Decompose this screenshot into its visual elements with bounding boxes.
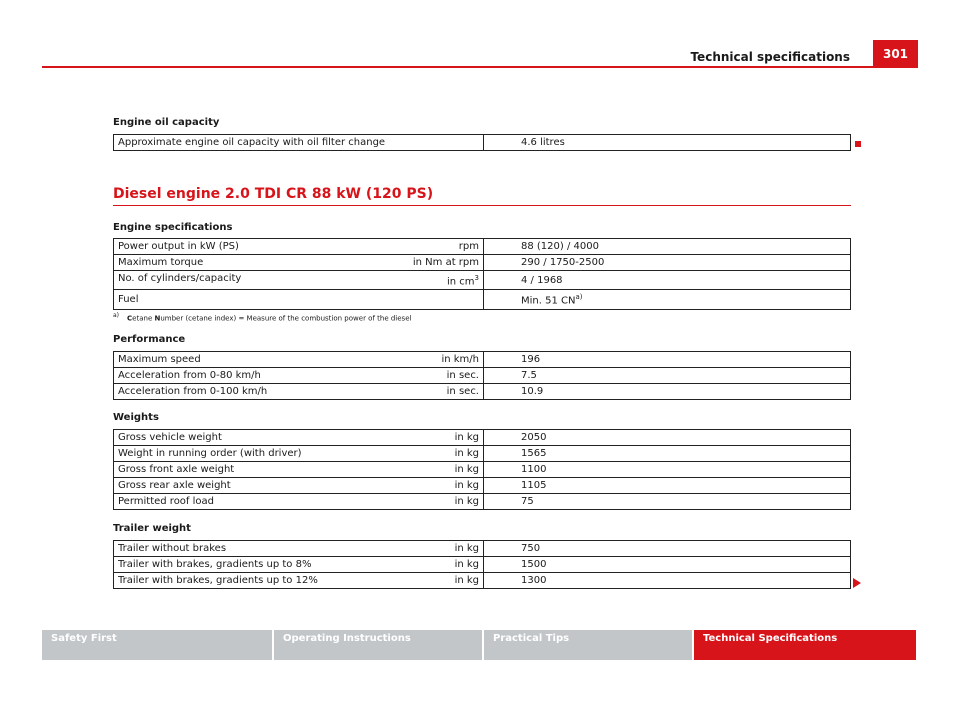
unit-superscript: 3 [474,274,479,282]
table-row [114,135,851,151]
table-row [114,462,851,478]
table-row [114,290,851,309]
row-value: 1500 [484,557,851,573]
row-unit [447,271,479,289]
table-row [114,446,851,462]
row-value: 290 / 1750-2500 [484,255,851,271]
footnote-marker: a) [113,312,120,319]
section-end-marker-icon [855,141,861,147]
row-value: 88 (120) / 4000 [484,239,851,255]
continue-arrow-icon [853,578,861,588]
row-label-cell [114,135,484,151]
row-label: Fuel [118,293,139,305]
table-row [114,541,851,557]
row-unit: in Nm at rpm [412,257,479,268]
table-row [114,384,851,400]
table-row [114,478,851,494]
section-rule [113,205,851,206]
row-label: Maximum torque [118,257,204,268]
row-value: 10.9 [484,384,851,400]
table-trailer-weight [113,540,851,589]
table-row [114,352,851,368]
table-engine-specs [113,238,851,310]
row-label: Gross rear axle weight [118,480,231,491]
footnote-bold-c: C [127,314,133,323]
footnote-reference: a) [575,293,583,302]
row-unit: in kg [454,464,479,475]
footnote-text-2: umber (cetane index) = Measure of the combustion power of the diesel [160,314,412,323]
row-label: Gross front axle weight [118,464,235,475]
footer-tab-operating-instructions[interactable]: Operating Instructions [274,630,482,660]
page-number: 301 [873,40,918,67]
table-row [114,271,851,290]
row-value [484,271,851,290]
footer-tab-safety-first[interactable]: Safety First [42,630,272,660]
row-unit: rpm [458,241,479,252]
row-value: 4.6 litres [484,135,851,151]
row-unit: in kg [454,480,479,491]
row-unit: in sec. [446,386,479,397]
table-weights [113,429,851,510]
row-label: Trailer with brakes, gradients up to 12% [118,575,318,586]
section-title: Diesel engine 2.0 TDI CR 88 kW (120 PS) [113,186,434,202]
subtitle-weights: Weights [113,412,159,423]
subtitle-engine-oil: Engine oil capacity [113,117,220,128]
footer-tab-technical-specifications[interactable]: Technical Specifications [694,630,916,660]
row-value: 1300 [484,573,851,589]
row-value: 1565 [484,446,851,462]
row-label: Acceleration from 0-80 km/h [118,370,261,381]
subtitle-trailer-weight: Trailer weight [113,523,191,534]
footnote [113,312,411,322]
footnote-text-1: etane [132,314,155,323]
row-label: Trailer with brakes, gradients up to 8% [118,559,312,570]
footnote-bold-n: N [154,314,161,323]
unit-text: in cm [446,276,475,288]
row-label: Approximate engine oil capacity with oil filter change [118,137,386,148]
row-value: 1100 [484,462,851,478]
row-unit: in km/h [441,354,479,365]
row-value: 2050 [484,430,851,446]
row-label: No. of cylinders/capacity [118,273,242,284]
footer-tab-practical-tips[interactable]: Practical Tips [484,630,692,660]
table-row [114,255,851,271]
row-label: Trailer without brakes [118,543,227,554]
row-unit: in kg [454,543,479,554]
row-value: 7.5 [484,368,851,384]
row-unit: in kg [454,432,479,443]
row-unit: in sec. [446,370,479,381]
table-row [114,557,851,573]
value-text: 4 / 1968 [521,274,563,286]
table-row [114,368,851,384]
row-value [484,290,851,309]
row-unit: in kg [454,496,479,507]
running-header-title: Technical specifications [690,50,850,64]
table-row [114,239,851,255]
subtitle-performance: Performance [113,334,186,345]
row-label: Maximum speed [118,354,201,365]
header-rule [42,66,918,68]
subtitle-engine-specs: Engine specifications [113,222,233,233]
row-label: Permitted roof load [118,496,215,507]
row-label: Weight in running order (with driver) [118,448,302,459]
table-row [114,573,851,589]
value-text: Min. 51 CN [521,295,576,307]
row-label: Power output in kW (PS) [118,241,239,252]
row-value: 750 [484,541,851,557]
table-performance [113,351,851,400]
row-label: Acceleration from 0-100 km/h [118,386,268,397]
row-unit: in kg [454,559,479,570]
row-unit: in kg [454,448,479,459]
table-row [114,494,851,510]
table-row [114,430,851,446]
row-unit: in kg [454,575,479,586]
table-engine-oil [113,134,851,151]
row-label: Gross vehicle weight [118,432,222,443]
row-value: 1105 [484,478,851,494]
row-value: 75 [484,494,851,510]
footer-nav [42,630,918,660]
row-value: 196 [484,352,851,368]
